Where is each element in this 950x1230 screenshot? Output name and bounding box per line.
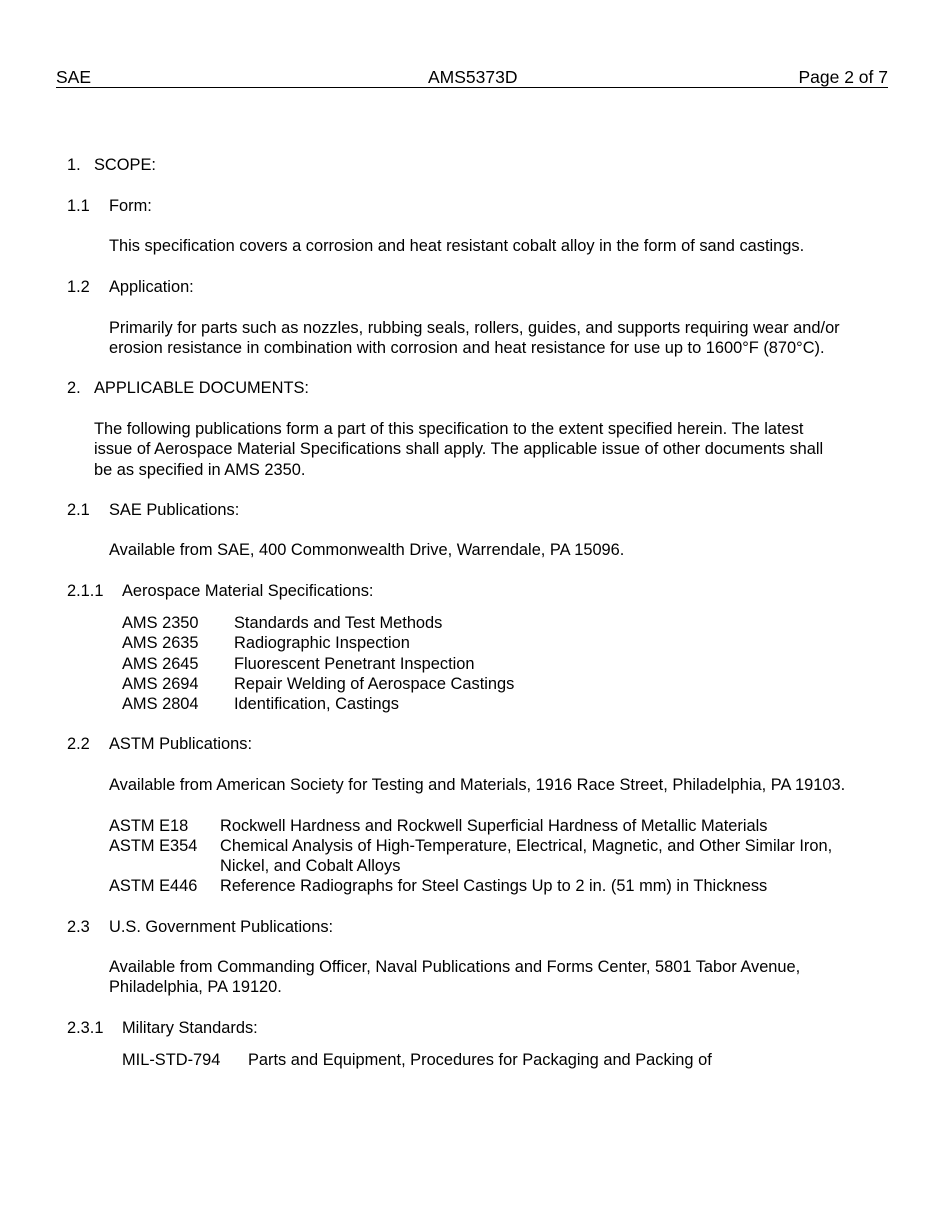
ams-description: Repair Welding of Aerospace Castings: [234, 675, 515, 693]
ams-code: AMS 2635: [122, 634, 199, 652]
page-header: [56, 66, 888, 88]
ams-description: Radiographic Inspection: [234, 634, 410, 652]
text-line: The following publications form a part of this specification to the extent specified herein. The latest: [94, 420, 804, 438]
mil-description: Parts and Equipment, Procedures for Packaging and Packing of: [248, 1051, 712, 1069]
text-line: Available from Commanding Officer, Naval Publications and Forms Center, 5801 Tabor Avenue,: [109, 958, 801, 976]
section-1-title: SCOPE:: [94, 156, 156, 174]
section-2-3-1-number: 2.3.1: [67, 1019, 104, 1037]
section-2-title: APPLICABLE DOCUMENTS:: [94, 379, 309, 397]
text-line: be as specified in AMS 2350.: [94, 460, 306, 479]
text-line: erosion resistance in combination with corrosion and heat resistance for use up to 1600°F (870°C).: [109, 339, 825, 358]
section-1-2-title: Application:: [109, 278, 194, 296]
text-line: Available from SAE, 400 Commonwealth Drive, Warrendale, PA 15096.: [109, 541, 625, 559]
section-2-text: [94, 419, 823, 480]
text-line: Primarily for parts such as nozzles, rubbing seals, rollers, guides, and supports requiring wear and/or: [109, 319, 840, 337]
header-doc-number: AMS5373D: [428, 67, 518, 87]
astm-code: ASTM E354: [109, 837, 198, 855]
section-2-1-1-number: 2.1.1: [67, 582, 104, 600]
ams-description: Fluorescent Penetrant Inspection: [234, 655, 475, 673]
section-1-2-text: [109, 318, 840, 359]
section-2-2-text: [109, 775, 845, 795]
section-2-2-title: ASTM Publications:: [109, 735, 253, 753]
section-1-2-number: 1.2: [67, 278, 90, 296]
section-2-1-text: [109, 540, 624, 560]
text-line: This specification covers a corrosion and heat resistant cobalt alloy in the form of sand castings.: [109, 237, 805, 255]
ams-description: Identification, Castings: [234, 695, 399, 713]
section-1-1-title: Form:: [109, 197, 152, 215]
ams-code: AMS 2350: [122, 614, 199, 632]
section-2-number: 2.: [67, 379, 81, 397]
ams-code: AMS 2645: [122, 655, 199, 673]
header-org: SAE: [56, 67, 92, 87]
section-1-number: 1.: [67, 156, 81, 174]
astm-description: Reference Radiographs for Steel Castings Up to 2 in. (51 mm) in Thickness: [220, 877, 768, 895]
astm-code: ASTM E446: [109, 877, 198, 895]
section-2-3-number: 2.3: [67, 918, 90, 936]
astm-description: Chemical Analysis of High-Temperature, Electrical, Magnetic, and Other Similar Iron,: [220, 837, 833, 855]
section-1-1-text: [109, 236, 804, 256]
section-2-1-title: SAE Publications:: [109, 501, 240, 519]
section-1-1-number: 1.1: [67, 197, 90, 215]
ams-code: AMS 2694: [122, 675, 199, 693]
text-line: Philadelphia, PA 19120.: [109, 978, 282, 997]
text-line: Available from American Society for Testing and Materials, 1916 Race Street, Philadelphia, PA 19103.: [109, 776, 846, 794]
section-2-1-1-title: Aerospace Material Specifications:: [122, 582, 374, 600]
section-2-3-text: [109, 957, 800, 998]
astm-description-continued: Nickel, and Cobalt Alloys: [220, 857, 401, 875]
ams-code: AMS 2804: [122, 695, 199, 713]
ams-description: Standards and Test Methods: [234, 614, 443, 632]
astm-code: ASTM E18: [109, 817, 189, 835]
text-line: issue of Aerospace Material Specifications shall apply. The applicable issue of other documents shall: [94, 440, 824, 459]
header-page-number: Page 2 of 7: [798, 67, 888, 87]
astm-description: Rockwell Hardness and Rockwell Superficial Hardness of Metallic Materials: [220, 817, 768, 835]
section-2-2-number: 2.2: [67, 735, 90, 753]
mil-code: MIL-STD-794: [122, 1051, 221, 1069]
section-2-1-number: 2.1: [67, 501, 90, 519]
section-2-3-1-title: Military Standards:: [122, 1019, 258, 1037]
section-2-3-title: U.S. Government Publications:: [109, 918, 334, 936]
